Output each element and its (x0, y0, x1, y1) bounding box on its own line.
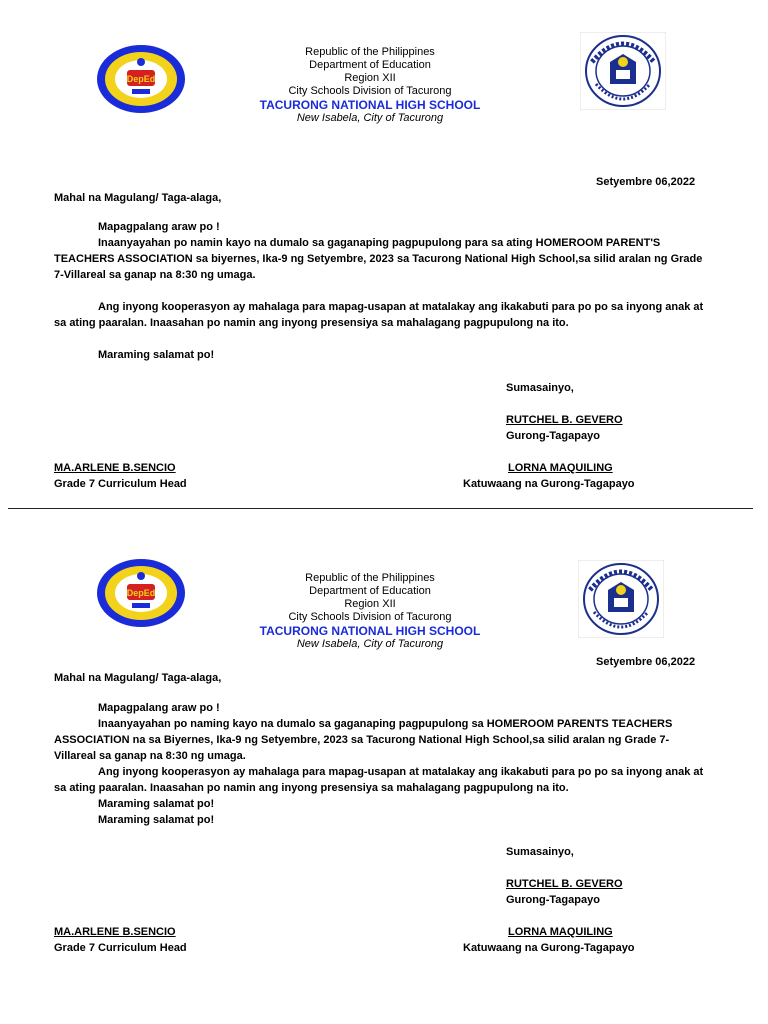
curriculum-head-title: Grade 7 Curriculum Head (54, 478, 187, 490)
body-paragraph-1: Inaanyayahan po namin kayo na dumalo sa gaganaping pagpupulong para sa ating HOMEROOM PARENT'S TEACHERS ASSOCIATION sa biyernes, Ika-9 ng Setyembre, 2023 sa Tacurong National High School,sa silid aralan ng Grade 7-Villareal sa ganap na 8:30 ng umaga. (54, 237, 703, 281)
letterhead-division: City Schools Division of Tacurong (288, 611, 452, 623)
school-seal-logo (96, 44, 186, 114)
letterhead-school-name: TACURONG NATIONAL HIGH SCHOOL (259, 98, 481, 112)
letterhead-department: Department of Education (309, 59, 431, 71)
thanks-line: Maraming salamat po! (98, 349, 215, 361)
adviser-title: Gurong-Tagapayo (506, 430, 600, 442)
adviser-title: Gurong-Tagapayo (506, 894, 600, 906)
letterhead (240, 572, 500, 651)
letterhead-region: Region XII (344, 598, 396, 610)
curriculum-head-name: MA.ARLENE B.SENCIO (54, 926, 176, 938)
body-paragraph-2: Ang inyong kooperasyon ay mahalaga para mapag-usapan at matalakay ang ikakabuti para po po sa inyong anak at sa ating paaralan. Inaasahan po namin ang inyong presensiya sa mahalagang pagpupulong na ito. (54, 766, 704, 794)
closing-line: Sumasainyo, (506, 382, 574, 394)
letterhead-address: New Isabela, City of Tacurong (296, 638, 444, 650)
school-seal-logo (96, 558, 186, 628)
co-adviser-name: LORNA MAQUILING (508, 926, 613, 938)
body-paragraph-1: Inaanyayahan po naming kayo na dumalo sa gaganaping pagpupulong sa HOMEROOM PARENTS TEACHERS ASSOCIATION na sa Biyernes, Ika-9 ng Setyembre, 2023 sa Tacurong National High School,sa silid aralan ng Grade 7-Villareal sa ganap na 8:30 ng umaga. (54, 718, 673, 762)
letter-body (54, 219, 708, 363)
letterhead (240, 46, 500, 125)
letter-date: Setyembre 06,2022 (596, 176, 696, 188)
greeting-line: Mapagpalang araw po ! (98, 221, 220, 233)
thanks-line: Maraming salamat po! (98, 798, 215, 810)
curriculum-head-title: Grade 7 Curriculum Head (54, 942, 187, 954)
invitation-letter-2 (0, 510, 768, 1024)
adviser-name: RUTCHEL B. GEVERO (506, 414, 623, 426)
thanks-line: Maraming salamat po! (98, 814, 215, 826)
letterhead-region: Region XII (344, 72, 396, 84)
letter-date: Setyembre 06,2022 (596, 656, 696, 668)
letterhead-republic: Republic of the Philippines (305, 572, 435, 584)
body-paragraph-2: Ang inyong kooperasyon ay mahalaga para mapag-usapan at matalakay ang ikakabuti para po po sa inyong anak at sa ating paaralan. Inaasahan po namin ang inyong presensiya sa mahalagang pagpupulong na ito. (54, 301, 704, 329)
co-adviser-title: Katuwaang na Gurong-Tagapayo (463, 942, 635, 954)
letter-body (54, 700, 708, 828)
letterhead-division: City Schools Division of Tacurong (288, 85, 452, 97)
svg-text:DepEd: DepEd (126, 74, 156, 84)
salutation: Mahal na Magulang/ Taga-alaga, (54, 672, 222, 684)
curriculum-head-name: MA.ARLENE B.SENCIO (54, 462, 176, 474)
greeting-line: Mapagpalang araw po ! (98, 702, 220, 714)
invitation-letter-1 (0, 0, 768, 508)
adviser-name: RUTCHEL B. GEVERO (506, 878, 623, 890)
salutation: Mahal na Magulang/ Taga-alaga, (54, 192, 222, 204)
svg-text:DepEd: DepEd (126, 588, 156, 598)
deped-seal-logo (580, 32, 666, 110)
co-adviser-name: LORNA MAQUILING (508, 462, 613, 474)
closing-line: Sumasainyo, (506, 846, 574, 858)
letterhead-school-name: TACURONG NATIONAL HIGH SCHOOL (259, 624, 481, 638)
letterhead-address: New Isabela, City of Tacurong (296, 112, 444, 124)
letterhead-department: Department of Education (309, 585, 431, 597)
letterhead-republic: Republic of the Philippines (305, 46, 435, 58)
co-adviser-title: Katuwaang na Gurong-Tagapayo (463, 478, 635, 490)
cut-line-divider (8, 508, 753, 509)
deped-seal-logo (578, 560, 664, 638)
